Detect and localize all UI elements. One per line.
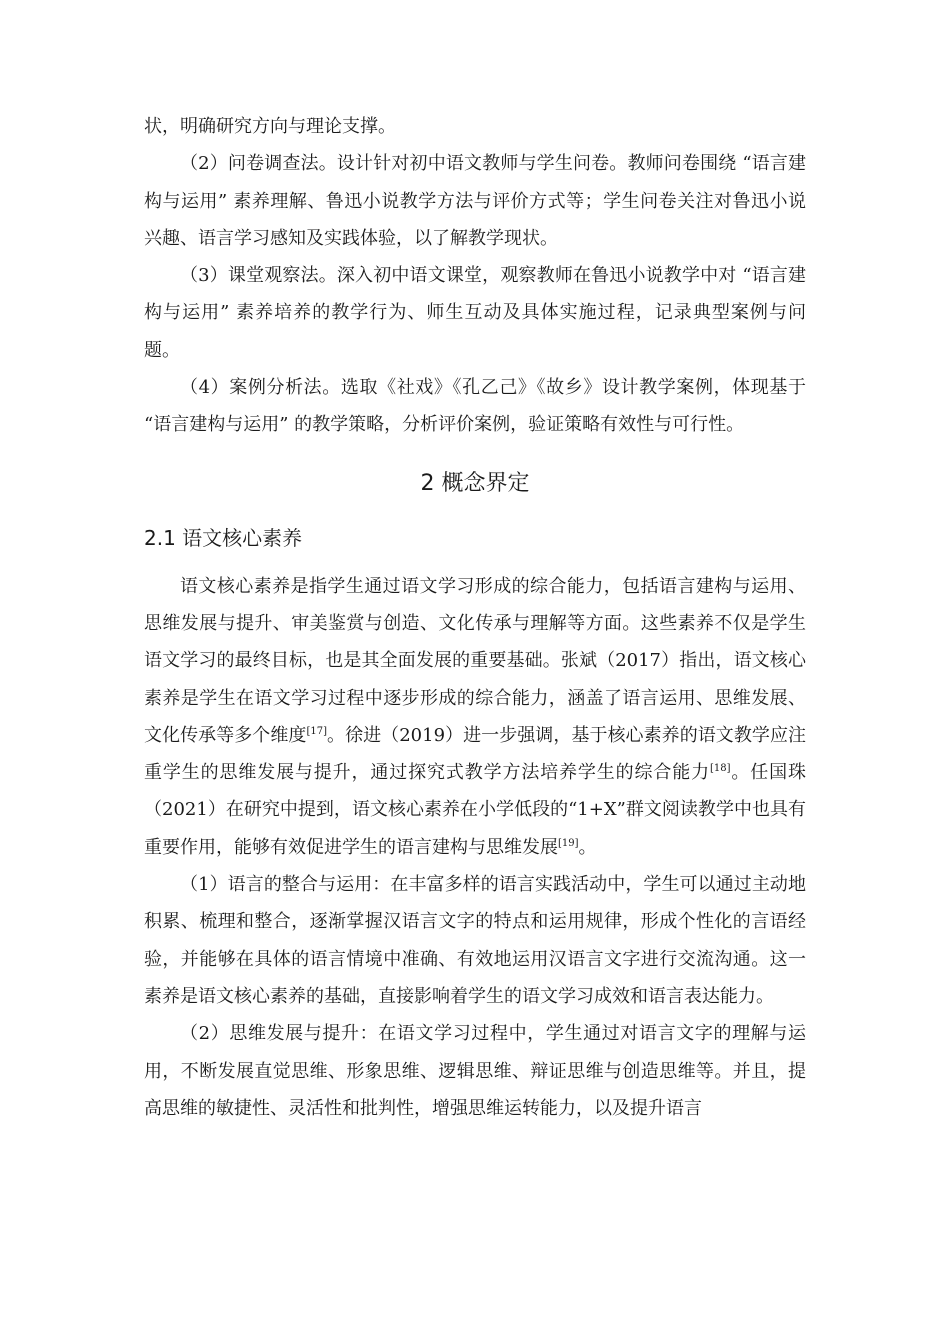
text-segment: 语文核心素养是指学生通过语文学习形成的综合能力，包括语言建构与运用、思维发展与提升、审美鉴赏与创造、文化传承与理解等方面。这些素养不仅是学生语文学习的最终目标，也是其全面发展的重要基础。张斌（2017）指出，语文核心素养是学生在语文学习过程中逐步形成的综合能力，涵盖了语言运用、思维发展、文化传承等多个维度: [144, 575, 806, 746]
paragraph-questionnaire-method: （2）问卷调查法。设计针对初中语文教师与学生问卷。教师问卷围绕 “语言建构与运用” 素养理解、鲁迅小说教学方法与评价方式等；学生问卷关注对鲁迅小说兴趣、语言学习感知及实践体验，以了解教学现状。: [144, 153, 806, 249]
citation-ref: [19]: [558, 837, 579, 849]
paragraph-thinking-development: （2）思维发展与提升：在语文学习过程中，学生通过对语言文字的理解与运用，不断发展直觉思维、形象思维、逻辑思维、辩证思维与创造思维等。并且，提高思维的敏捷性、灵活性和批判性，增强思维运转能力，以及提升语言: [144, 1023, 806, 1119]
paragraph-methods-continued: 状，明确研究方向与理论支撑。: [144, 116, 396, 137]
paragraph-observation-method: （3）课堂观察法。深入初中语文课堂，观察教师在鲁迅小说教学中对 “语言建构与运用” 素养培养的教学行为、师生互动及具体实施过程，记录典型案例与问题。: [144, 265, 806, 361]
citation-ref: [18]: [710, 763, 731, 775]
citation-ref: [17]: [306, 725, 327, 737]
text-segment: 。: [578, 836, 597, 858]
paragraph-language-integration: （1）语言的整合与运用：在丰富多样的语言实践活动中，学生可以通过主动地积累、梳理和整合，逐渐掌握汉语言文字的特点和运用规律，形成个性化的言语经验，并能够在具体的语言情境中准确、有效地运用汉语言文字进行交流沟通。这一素养是语文核心素养的基础，直接影响着学生的语文学习成效和语言表达能力。: [144, 874, 806, 1007]
chapter-heading: 2 概念界定: [420, 470, 530, 496]
document-page: [144, 108, 806, 1127]
paragraph-case-analysis-method: （4）案例分析法。选取《社戏》《孔乙己》《故乡》设计教学案例，体现基于 “语言建构与运用” 的教学策略，分析评价案例，验证策略有效性与可行性。: [144, 377, 806, 436]
section-heading: 2.1 语文核心素养: [144, 525, 303, 550]
text-segment: 。徐进（2019）进一步强调，基于核心素养的语文教学应注重学生的思维发展与提升，通过探究式教学方法培养学生的综合能力: [144, 724, 806, 784]
text-segment: 。任国珠（2021）在研究中提到，语文核心素养在小学低段的“1+X”群文阅读教学中也具有重要作用，能够有效促进学生的语言建构与思维发展: [144, 762, 806, 858]
paragraph-core-literacy-definition: [144, 568, 806, 866]
